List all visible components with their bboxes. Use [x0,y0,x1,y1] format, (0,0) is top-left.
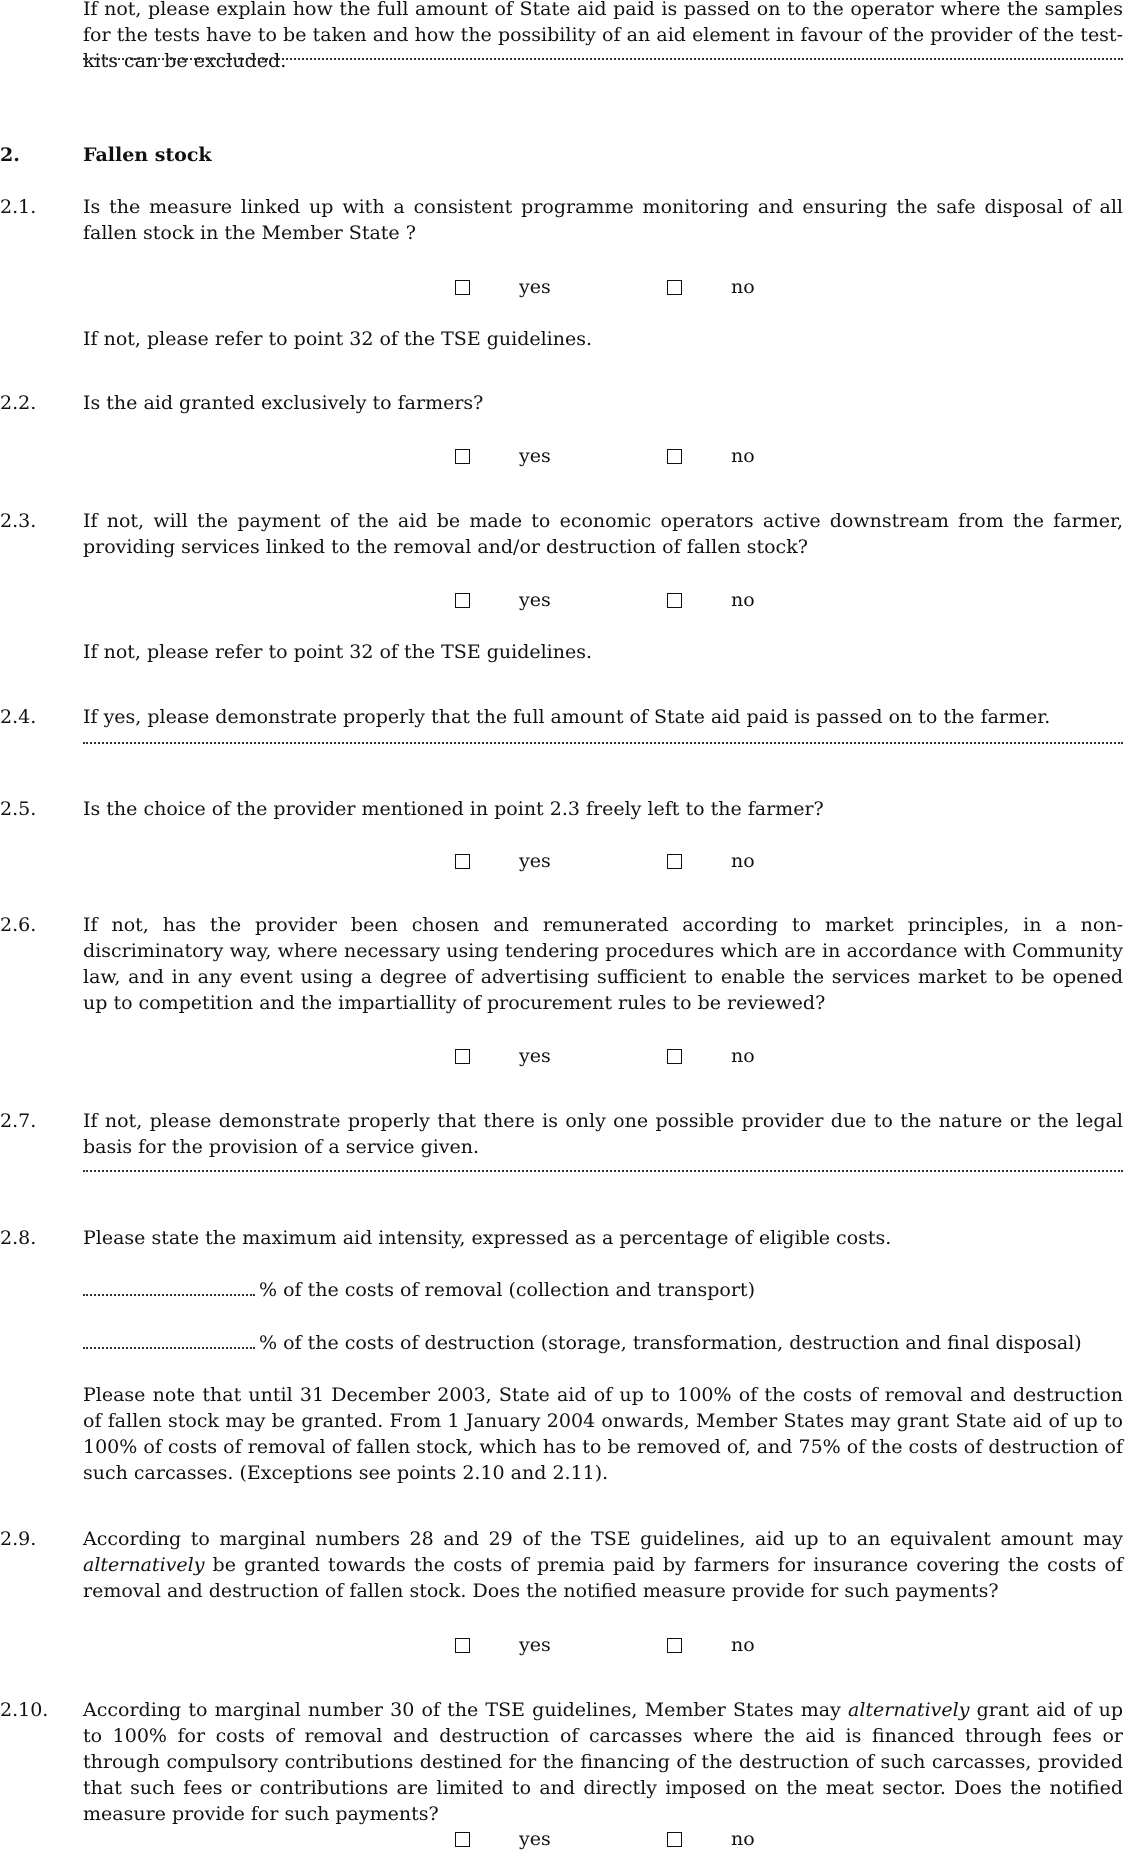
yes-label: yes [519,1045,551,1067]
yes-label: yes [519,276,551,298]
answer-line-2-4[interactable] [83,740,1123,744]
removal-cost-row [83,1277,755,1303]
emphasis-text: alternatively [83,1554,205,1576]
answer-line-2-7[interactable] [83,1168,1123,1172]
question-text-2-8: Please state the maximum aid intensity, expressed as a percentage of eligible costs. [83,1227,892,1249]
no-label: no [731,589,755,611]
checkbox-icon[interactable] [667,854,682,869]
question-text-2-4: If yes, please demonstrate properly that the full amount of State aid paid is passed on to the farmer. [83,706,1051,728]
no-label: no [731,850,755,872]
checkbox-icon[interactable] [667,1832,682,1847]
checkbox-icon[interactable] [455,449,470,464]
question-number-2-1: 2.1. [0,196,37,218]
intro-paragraph: If not, please explain how the full amount of State aid paid is passed on to the operator where the samples for the tests have to be taken and how the possibility of an aid element in favour of the provider of the test-kits can be excluded. [83,0,1123,72]
checkbox-icon[interactable] [455,1832,470,1847]
answer-line-intro[interactable] [83,56,1123,60]
text-segment: grant aid of up to 100% for costs of removal and destruction of carcasses where the aid is financed through fees or through compulsory contributions destined for the financing of the destruction of such carcasses, provided that such fees or contributions are limited to and directly imposed on the meat sector. Does the notified measure provide for such payments? [83,1699,1123,1825]
yes-label: yes [519,1634,551,1656]
checkbox-icon[interactable] [455,280,470,295]
destruction-cost-label: % of the costs of destruction (storage, transformation, destruction and final disposal) [259,1332,1082,1354]
yes-label: yes [519,1828,551,1850]
no-label: no [731,1634,755,1656]
question-text-2-9 [83,1526,1123,1604]
checkbox-icon[interactable] [667,1638,682,1653]
question-number-2-4: 2.4. [0,706,37,728]
section-number: 2. [0,144,20,166]
checkbox-icon[interactable] [667,449,682,464]
text-segment: be granted towards the costs of premia paid by farmers for insurance covering the costs of removal and destruction of fallen stock. Does the notified measure provide for such payments? [83,1554,1123,1602]
section-title: Fallen stock [83,144,212,166]
note-2-3: If not, please refer to point 32 of the TSE guidelines. [83,641,593,663]
checkbox-icon[interactable] [667,1049,682,1064]
yes-label: yes [519,445,551,467]
no-label: no [731,1045,755,1067]
question-text-2-10 [83,1697,1123,1827]
question-text-2-1: Is the measure linked up with a consistent programme monitoring and ensuring the safe disposal of all fallen stock in the Member State ? [83,196,1123,244]
question-number-2-7: 2.7. [0,1110,37,1132]
checkbox-icon[interactable] [455,854,470,869]
text-segment: According to marginal numbers 28 and 29 of the TSE guidelines, aid up to an equivalent amount may [83,1528,1123,1550]
question-number-2-10: 2.10. [0,1699,49,1721]
note-2-8: Please note that until 31 December 2003, State aid of up to 100% of the costs of removal and destruction of fallen stock may be granted. From 1 January 2004 onwards, Member States may grant State aid of up to 100% of costs of removal of fallen stock, which has to be removed of, and 75% of the costs of destruction of such carcasses. (Exceptions see points 2.10 and 2.11). [83,1384,1123,1484]
question-text-2-2: Is the aid granted exclusively to farmers? [83,392,484,414]
checkbox-icon[interactable] [667,593,682,608]
question-number-2-9: 2.9. [0,1528,37,1550]
no-label: no [731,276,755,298]
question-number-2-6: 2.6. [0,914,37,936]
emphasis-text: alternatively [848,1699,970,1721]
question-text-2-5: Is the choice of the provider mentioned in point 2.3 freely left to the farmer? [83,798,824,820]
text-segment: According to marginal number 30 of the TSE guidelines, Member States may [83,1699,849,1721]
question-number-2-2: 2.2. [0,392,37,414]
question-text-2-7: If not, please demonstrate properly that there is only one possible provider due to the nature or the legal basis for the provision of a service given. [83,1110,1123,1158]
question-number-2-3: 2.3. [0,510,37,532]
checkbox-icon[interactable] [667,280,682,295]
checkbox-icon[interactable] [455,593,470,608]
question-number-2-5: 2.5. [0,798,37,820]
question-text-2-6: If not, has the provider been chosen and remunerated according to market principles, in a non-discriminatory way, where necessary using tendering procedures which are in accordance with Community law, and in any event using a degree of advertising sufficient to enable the services market to be opened up to competition and the impartiallity of procurement rules to be reviewed? [83,914,1123,1014]
destruction-percentage-field[interactable] [83,1331,255,1349]
no-label: no [731,1828,755,1850]
yes-label: yes [519,850,551,872]
note-2-1: If not, please refer to point 32 of the TSE guidelines. [83,328,593,350]
removal-cost-label: % of the costs of removal (collection and transport) [259,1279,755,1301]
checkbox-icon[interactable] [455,1638,470,1653]
checkbox-icon[interactable] [455,1049,470,1064]
no-label: no [731,445,755,467]
destruction-cost-row [83,1330,1082,1356]
question-text-2-3: If not, will the payment of the aid be made to economic operators active downstream from the farmer, providing services linked to the removal and/or destruction of fallen stock? [83,510,1123,558]
yes-label: yes [519,589,551,611]
question-number-2-8: 2.8. [0,1227,37,1249]
removal-percentage-field[interactable] [83,1278,255,1296]
